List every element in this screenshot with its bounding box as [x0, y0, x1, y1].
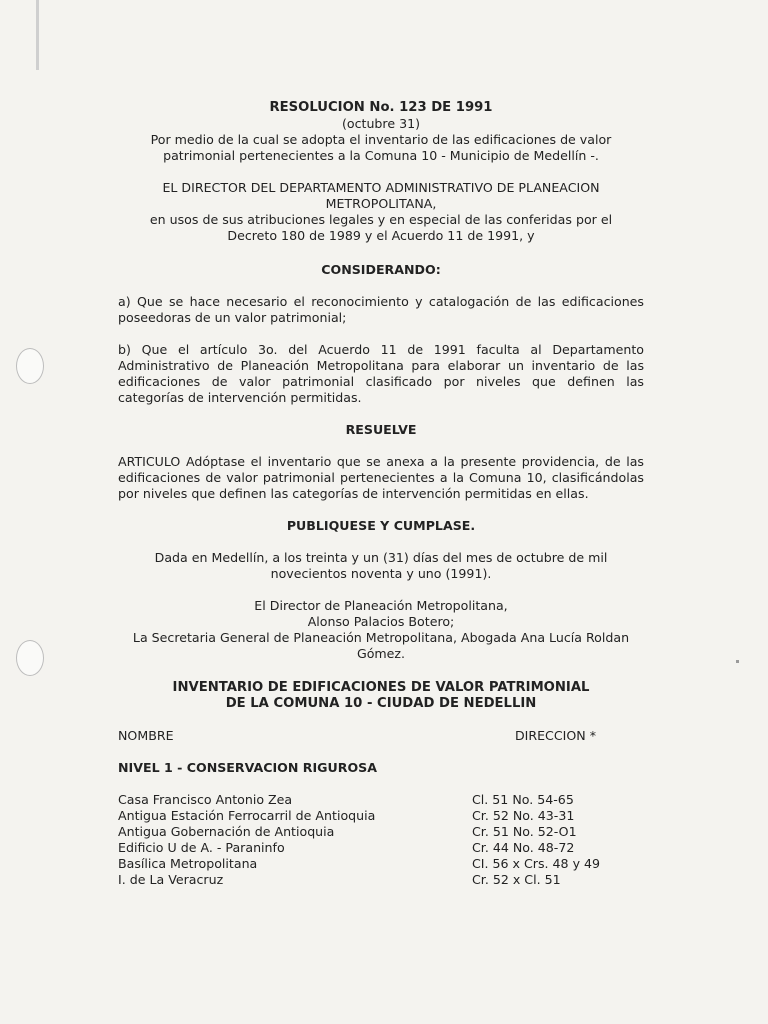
building-name: I. de La Veracruz: [118, 872, 224, 887]
building-address: CI. 56 x Crs. 48 y 49: [472, 856, 601, 871]
building-name: Basílica Metropolitana: [118, 856, 258, 871]
inventory-list: [118, 792, 644, 888]
list-item: [118, 872, 644, 888]
scan-dot: [736, 660, 739, 663]
building-name: Casa Francisco Antonio Zea: [118, 792, 293, 807]
given-line1: Dada en Medellín, a los treinta y un (31) días del mes de octubre de mil: [154, 550, 608, 565]
resolution-date: (octubre 31): [341, 116, 421, 131]
signature1-line2: Alonso Palacios Botero;: [307, 614, 455, 629]
signature1-line1: El Director de Planeación Metropolitana,: [254, 598, 508, 613]
signatures-block: [118, 598, 644, 662]
building-address: Cr. 52 x Cl. 51: [472, 872, 561, 887]
signature2-line1: La Secretaria General de Planeación Metropolitana, Abogada Ana Lucía Roldan: [132, 630, 630, 645]
resuelve-heading: RESUELVE: [345, 422, 417, 437]
list-item: [118, 808, 644, 824]
inventory-title-line1: INVENTARIO DE EDIFICACIONES DE VALOR PATRIMONIAL: [172, 680, 590, 695]
resolution-purpose-line1: Por medio de la cual se adopta el inventario de las edificaciones de valor: [150, 132, 612, 147]
inventory-title: [118, 680, 644, 712]
scan-mark: [36, 0, 39, 70]
articulo-paragraph: ARTICULO Adóptase el inventario que se anexa a la presente providencia, de las edificaciones de valor patrimonial pertenecientes a la Comuna 10, clasificándolas por niveles que definen las categorías de intervención permitidas en ellas.: [118, 454, 644, 501]
resolution-purpose-line2: patrimonial pertenecientes a la Comuna 10 - Municipio de Medellín -.: [163, 148, 599, 163]
list-item: [118, 856, 644, 872]
building-name: Antigua Estación Ferrocarril de Antioquia: [118, 808, 376, 823]
building-address: Cl. 51 No. 54-65: [472, 792, 574, 807]
considerando-b: b) Que el artículo 3o. del Acuerdo 11 de 1991 faculta al Departamento Administrativo de Planeación Metropolitana para elaborar un inventario de las edificaciones de valor patrimonial clasificado por niveles que definen las categorías de intervención permitidas.: [118, 342, 644, 405]
building-address: Cr. 51 No. 52-O1: [472, 824, 577, 839]
building-address: Cr. 44 No. 48-72: [472, 840, 575, 855]
authority-line3: en usos de sus atribuciones legales y en especial de las conferidas por el: [149, 212, 613, 227]
considerando-a: a) Que se hace necesario el reconocimiento y catalogación de las edificaciones poseedoras de un valor patrimonial;: [118, 294, 644, 325]
publiquese-heading: PUBLIQUESE Y CUMPLASE.: [286, 518, 476, 533]
list-item: [118, 824, 644, 840]
resolution-title: RESOLUCION No. 123 DE 1991: [269, 100, 493, 115]
punch-hole-bottom: [16, 640, 44, 676]
building-name: Antigua Gobernación de Antioquia: [118, 824, 335, 839]
signature2-line2: Gómez.: [356, 646, 406, 661]
level-heading: NIVEL 1 - CONSERVACION RIGUROSA: [118, 760, 377, 775]
building-address: Cr. 52 No. 43-31: [472, 808, 575, 823]
inventory-title-line2: DE LA COMUNA 10 - CIUDAD DE NEDELLIN: [225, 696, 537, 711]
punch-hole-top: [16, 348, 44, 384]
column-header-address: DIRECCION *: [514, 728, 596, 743]
list-item: [118, 792, 644, 808]
building-name: Edificio U de A. - Paraninfo: [118, 840, 285, 855]
list-item: [118, 840, 644, 856]
authority-line2: METROPOLITANA,: [325, 196, 437, 211]
column-header-name: NOMBRE: [118, 728, 174, 743]
authority-block: [118, 180, 644, 244]
inventory-column-headers: [118, 728, 644, 744]
considerando-heading: CONSIDERANDO:: [321, 262, 441, 277]
resolution-document: [118, 100, 644, 888]
authority-line4: Decreto 180 de 1989 y el Acuerdo 11 de 1991, y: [227, 228, 535, 243]
given-line2: novecientos noventa y uno (1991).: [270, 566, 492, 581]
resolution-header: [118, 100, 644, 164]
authority-line1: EL DIRECTOR DEL DEPARTAMENTO ADMINISTRATIVO DE PLANEACION: [162, 180, 600, 195]
given-block: [118, 550, 644, 582]
